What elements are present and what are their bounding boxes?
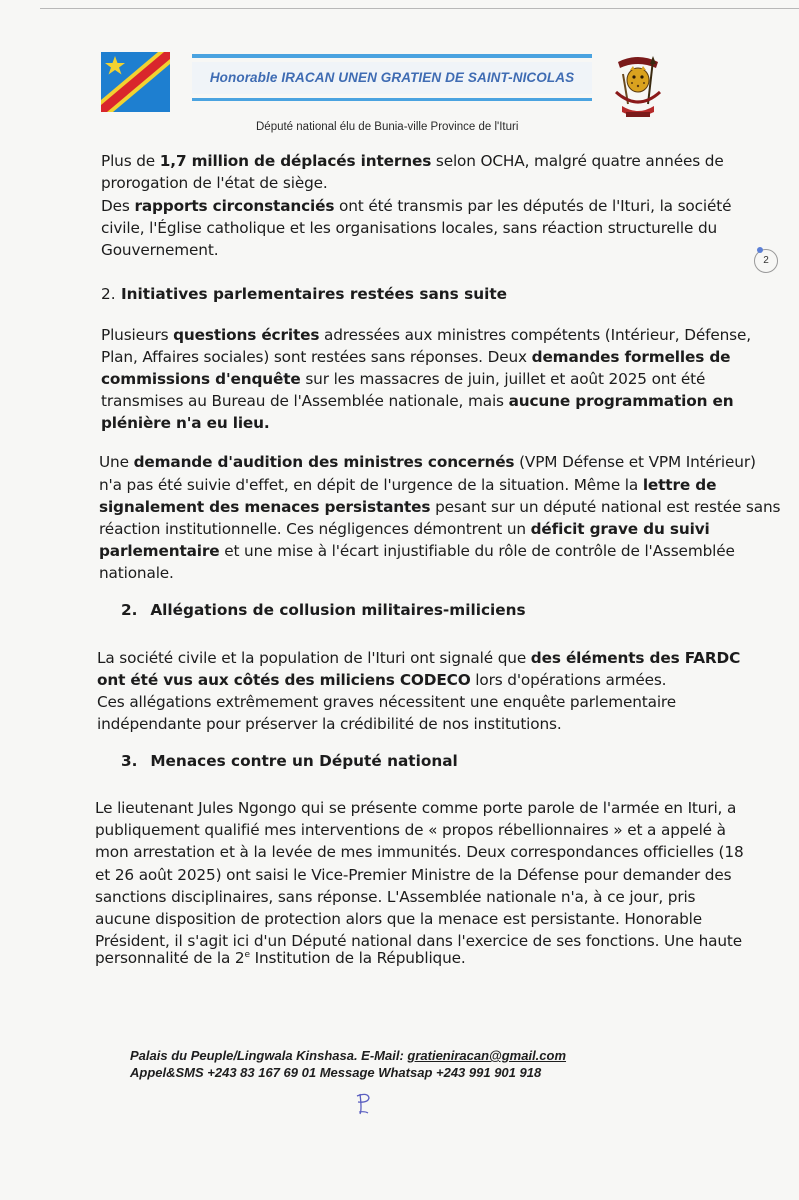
paragraph-line: Président, il s'agit ici d'un Député national dans l'exercice de ses fonctions. Une haute bbox=[95, 932, 743, 950]
text-run: indépendante pour préserver la crédibilité de nos institutions. bbox=[97, 715, 562, 733]
paragraph-line bbox=[95, 944, 466, 969]
bold-text-run: demande d'audition des ministres concernés bbox=[133, 453, 515, 471]
text-run: nationale. bbox=[99, 564, 174, 582]
text-run: Plusieurs bbox=[101, 326, 174, 344]
text-run: Plan, Affaires sociales) sont restées sans réponses. Deux bbox=[101, 348, 532, 366]
paragraph-line: mon arrestation et à la levée de mes immunités. Deux correspondances officielles (18 bbox=[95, 843, 744, 861]
page-number-marker-icon bbox=[757, 247, 763, 253]
section-number: 3. bbox=[121, 752, 138, 770]
intro-line: civile, l'Église catholique et les organisations locales, sans réaction structurelle du bbox=[101, 219, 718, 237]
bold-text-run: plénière n'a eu lieu. bbox=[101, 414, 270, 432]
text-run: n'a pas été suivie d'effet, en dépit de l'urgence de la situation. Même la bbox=[99, 476, 643, 494]
bold-text-run: demandes formelles de bbox=[531, 348, 731, 366]
letterhead bbox=[0, 0, 799, 150]
text-run: pesant sur un député national est restée sans bbox=[430, 498, 781, 516]
bold-text-run: commissions d'enquête bbox=[101, 370, 301, 388]
bold-text-run: lettre de bbox=[642, 476, 717, 494]
section-heading-menaces bbox=[121, 750, 458, 772]
footer-email-link[interactable]: gratieniracan@gmail.com bbox=[407, 1048, 567, 1063]
paragraph-line: aucune disposition de protection alors que la menace est persistante. Honorable bbox=[95, 910, 702, 928]
bold-text-run: ont été vus aux côtés des miliciens CODECO bbox=[97, 671, 471, 689]
footer-phone-line: Appel&SMS +243 83 167 69 01 Message Whatsap +243 991 901 918 bbox=[130, 1065, 542, 1080]
text-run: ont été transmis par les députés de l'Ituri, la société bbox=[334, 197, 732, 215]
intro-line: Gouvernement. bbox=[101, 241, 219, 259]
line-text: personnalité de la 2 bbox=[95, 949, 245, 968]
paragraph-line bbox=[99, 518, 710, 540]
handwritten-initials-icon bbox=[352, 1090, 376, 1116]
text-run: transmises au Bureau de l'Assemblée nationale, mais bbox=[101, 392, 509, 410]
banner-title: Honorable IRACAN UNEN GRATIEN DE SAINT-NICOLAS bbox=[209, 70, 575, 85]
text-run: et une mise à l'écart injustifiable du rôle de contrôle de l'Assemblée bbox=[219, 542, 735, 560]
intro-line bbox=[101, 150, 724, 172]
text-run: Des bbox=[101, 197, 135, 215]
text-run: Une bbox=[99, 453, 134, 471]
text-run: sur les massacres de juin, juillet et août 2025 ont été bbox=[300, 370, 706, 388]
footer-address: Palais du Peuple/Lingwala Kinshasa. E-Mail: bbox=[130, 1048, 408, 1063]
bold-text-run: rapports circonstanciés bbox=[134, 197, 335, 215]
bold-text-run: 1,7 million de déplacés internes bbox=[159, 152, 432, 170]
line-text: Institution de la République. bbox=[249, 949, 466, 968]
paragraph-line bbox=[99, 540, 735, 562]
paragraph-line: publiquement qualifié mes interventions de « propos rébellionnaires » et a appelé à bbox=[95, 821, 726, 839]
section-number: 2. bbox=[101, 285, 116, 303]
paragraph-line bbox=[97, 691, 676, 713]
bold-text-run: des éléments des FARDC bbox=[530, 649, 741, 667]
paragraph-line bbox=[101, 324, 751, 346]
section-title: Initiatives parlementaires restées sans suite bbox=[120, 285, 508, 303]
text-run: La société civile et la population de l'Ituri ont signalé que bbox=[97, 649, 531, 667]
text-run: selon OCHA, malgré quatre années de bbox=[431, 152, 724, 170]
text-run: Ces allégations extrêmement graves nécessitent une enquête parlementaire bbox=[97, 693, 676, 711]
drc-flag-icon bbox=[101, 52, 170, 112]
page-number-badge: 2 bbox=[754, 249, 778, 273]
bold-text-run: déficit grave du suivi bbox=[530, 520, 710, 538]
paragraph-line: Le lieutenant Jules Ngongo qui se présente comme porte parole de l'armée en Ituri, a bbox=[95, 799, 737, 817]
banner-top-line bbox=[192, 54, 592, 58]
intro-line bbox=[101, 195, 731, 217]
banner-bottom-line bbox=[192, 98, 592, 101]
text-run: Plus de bbox=[101, 152, 160, 170]
intro-line: prorogation de l'état de siège. bbox=[101, 174, 328, 192]
paragraph-line bbox=[101, 412, 270, 434]
paragraph-line bbox=[97, 713, 562, 735]
section-heading-collusion bbox=[121, 599, 526, 621]
superscript: e bbox=[244, 950, 250, 960]
paragraph-line bbox=[101, 390, 733, 412]
paragraph-line bbox=[99, 562, 174, 584]
paragraph-line: sanctions disciplinaires, sans réponse. L'Assemblée nationale n'a, à ce jour, pris bbox=[95, 888, 696, 906]
bold-text-run: signalement des menaces persistantes bbox=[99, 498, 431, 516]
footer-address-line bbox=[130, 1047, 630, 1064]
letter-footer bbox=[130, 1047, 630, 1081]
text-run: lors d'opérations armées. bbox=[470, 671, 667, 689]
section-number: 2. bbox=[121, 601, 138, 619]
section-title: Menaces contre un Député national bbox=[150, 752, 458, 770]
paragraph-line bbox=[99, 474, 716, 496]
paragraph-line: et 26 août 2025) ont saisi le Vice-Premier Ministre de la Défense pour demander des bbox=[95, 866, 732, 884]
text-run: réaction institutionnelle. Ces négligences démontrent un bbox=[99, 520, 531, 538]
bold-text-run: parlementaire bbox=[99, 542, 220, 560]
section-heading-initiatives bbox=[101, 283, 507, 305]
text-run: (VPM Défense et VPM Intérieur) bbox=[514, 453, 756, 471]
deputy-subtitle: Député national élu de Bunia-ville Province de l'Ituri bbox=[256, 121, 519, 133]
coat-of-arms-icon bbox=[608, 54, 668, 124]
paragraph-line bbox=[99, 451, 756, 473]
paragraph-line bbox=[97, 647, 740, 669]
section-title: Allégations de collusion militaires-miliciens bbox=[150, 601, 526, 619]
bold-text-run: questions écrites bbox=[173, 326, 320, 344]
paragraph-line bbox=[99, 496, 780, 518]
paragraph-line bbox=[101, 346, 730, 368]
paragraph-line bbox=[97, 669, 666, 691]
text-run: adressées aux ministres compétents (Intérieur, Défense, bbox=[319, 326, 751, 344]
bold-text-run: aucune programmation en bbox=[508, 392, 734, 410]
paragraph-line bbox=[101, 368, 705, 390]
